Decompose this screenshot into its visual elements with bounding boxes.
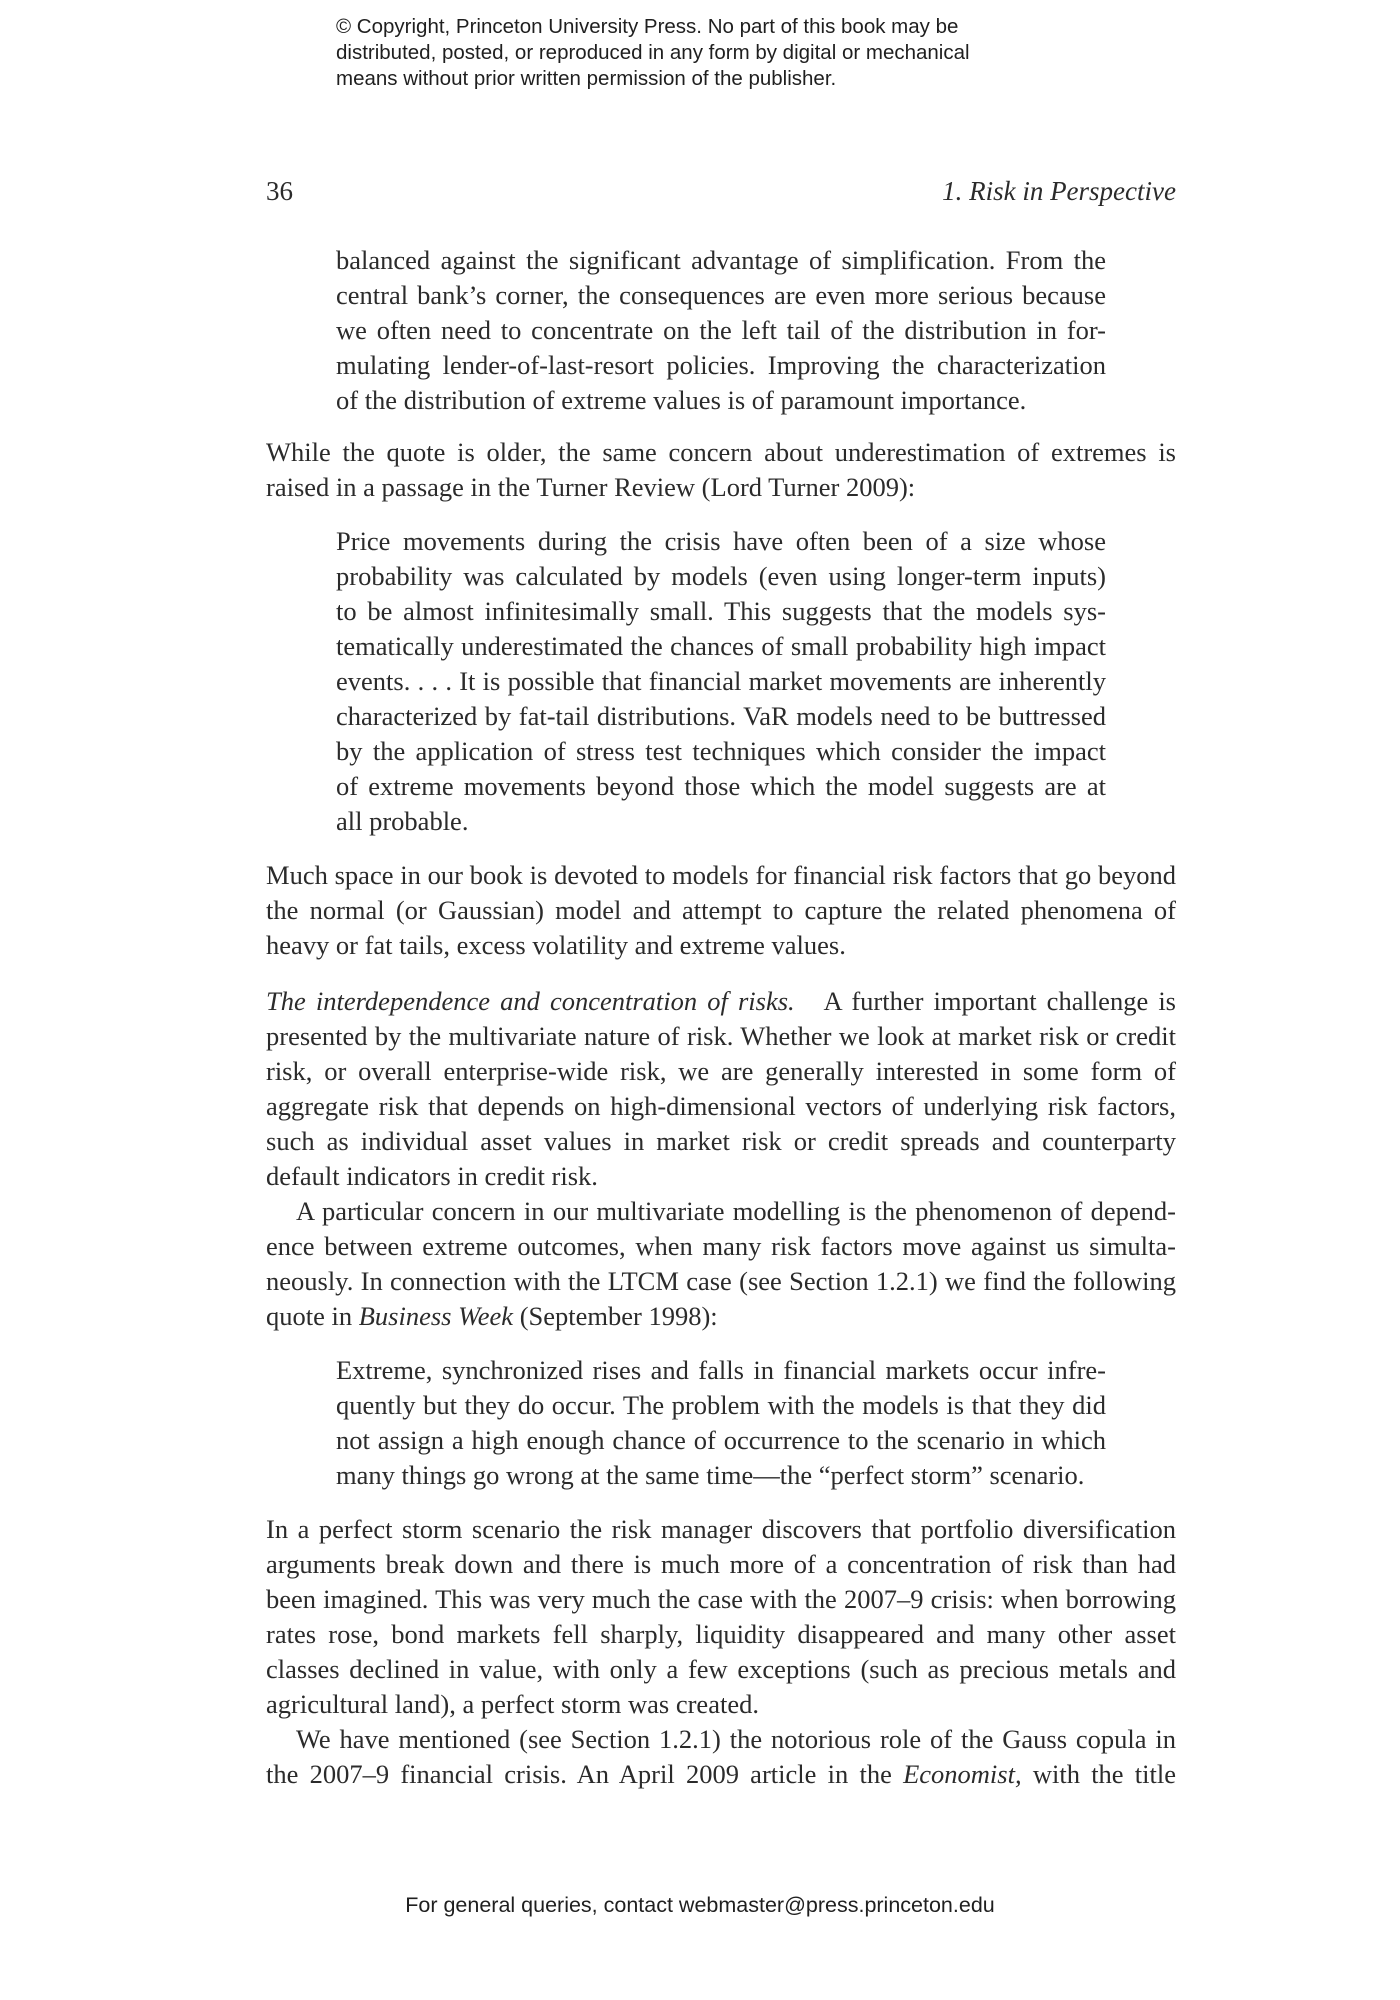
paragraph-line: aggregate risk that depends on high-dimensional vectors of underlying risk factors,: [266, 1091, 1176, 1121]
publication-title: Business Week: [358, 1301, 514, 1331]
paragraph-line: arguments break down and there is much more of a concentration of risk than had: [266, 1549, 1176, 1579]
paragraph-text: with the title: [1032, 1759, 1177, 1789]
quote-line: characterized by fat-tail distributions. VaR models need to be buttressed: [336, 701, 1106, 731]
quote-line: all probable.: [336, 806, 469, 836]
paragraph-line: heavy or fat tails, excess volatility and extreme values.: [266, 930, 846, 960]
quote-line: tematically underestimated the chances of small probability high impact: [336, 631, 1106, 661]
paragraph-line: neously. In connection with the LTCM case (see Section 1.2.1) we find the following: [266, 1266, 1176, 1296]
quote-line: quently but they do occur. The problem with the models is that they did: [336, 1390, 1106, 1420]
paragraph-text: quote in: [266, 1301, 353, 1331]
page-number: 36: [266, 176, 293, 206]
paragraph-line: rates rose, bond markets fell sharply, liquidity disappeared and many other asset: [266, 1619, 1176, 1649]
paragraph-line: [266, 1757, 1176, 1792]
quote-line: events. . . . It is possible that financial market movements are inherently: [336, 666, 1106, 696]
section-run-in-heading: The interdependence and concentration of risks.: [266, 986, 795, 1016]
quote-line: we often need to concentrate on the left tail of the distribution in for-: [336, 315, 1106, 345]
quote-line: mulating lender-of-last-resort policies. Improving the characterization: [336, 350, 1106, 380]
copyright-line: distributed, posted, or reproduced in any form by digital or mechanical: [336, 41, 970, 64]
quote-line: Extreme, synchronized rises and falls in financial markets occur infre-: [336, 1355, 1106, 1385]
paragraph-line: In a perfect storm scenario the risk manager discovers that portfolio diversification: [266, 1514, 1176, 1544]
paragraph-line: risk, or overall enterprise-wide risk, we are generally interested in some form of: [266, 1056, 1176, 1086]
quote-line: central bank’s corner, the consequences are even more serious because: [336, 280, 1106, 310]
quote-line: to be almost infinitesimally small. This suggests that the models sys-: [336, 596, 1106, 626]
paragraph-line: While the quote is older, the same concern about underestimation of extremes is: [266, 437, 1176, 467]
quote-line: Price movements during the crisis have often been of a size whose: [336, 526, 1106, 556]
paragraph-line: classes declined in value, with only a few exceptions (such as precious metals and: [266, 1654, 1176, 1684]
paragraph-line: raised in a passage in the Turner Review (Lord Turner 2009):: [266, 472, 916, 502]
paragraph-line: A particular concern in our multivariate modelling is the phenomenon of depend-: [296, 1196, 1176, 1226]
copyright-line: © Copyright, Princeton University Press. No part of this book may be: [336, 15, 959, 38]
paragraph-line: [266, 1299, 1176, 1334]
quote-line: many things go wrong at the same time—the “perfect storm” scenario.: [336, 1460, 1085, 1490]
quote-line: of extreme movements beyond those which the model suggests are at: [336, 771, 1106, 801]
copyright-notice: [336, 14, 1096, 92]
quote-line: of the distribution of extreme values is of paramount importance.: [336, 385, 1027, 415]
copyright-line: means without prior written permission of the publisher.: [336, 67, 837, 90]
quote-line: balanced against the significant advantage of simplification. From the: [336, 245, 1106, 275]
paragraph-line: default indicators in credit risk.: [266, 1161, 598, 1191]
quote-line: by the application of stress test techniques which consider the impact: [336, 736, 1106, 766]
paragraph-line: such as individual asset values in market risk or credit spreads and counterparty: [266, 1126, 1176, 1156]
paragraph-line: Much space in our book is devoted to models for financial risk factors that go beyond: [266, 860, 1176, 890]
paragraph-line: presented by the multivariate nature of risk. Whether we look at market risk or credit: [266, 1021, 1176, 1051]
paragraph-text: A further important challenge is: [823, 986, 1176, 1016]
paragraph-text: the 2007–9 financial crisis. An April 2009 article in the: [266, 1759, 892, 1789]
footer-contact: For general queries, contact webmaster@press.princeton.edu: [405, 1893, 995, 1917]
paragraph-line: the normal (or Gaussian) model and attempt to capture the related phenomena of: [266, 895, 1176, 925]
publication-title: Economist,: [903, 1759, 1022, 1789]
quote-line: probability was calculated by models (even using longer-term inputs): [336, 561, 1106, 591]
paragraph-line: We have mentioned (see Section 1.2.1) the notorious role of the Gauss copula in: [296, 1724, 1176, 1754]
paragraph-line: [266, 984, 1176, 1019]
paragraph-line: agricultural land), a perfect storm was created.: [266, 1689, 759, 1719]
quote-line: not assign a high enough chance of occurrence to the scenario in which: [336, 1425, 1106, 1455]
paragraph-line: been imagined. This was very much the case with the 2007–9 crisis: when borrowing: [266, 1584, 1176, 1614]
paragraph-text: (September 1998):: [519, 1301, 718, 1331]
chapter-title: 1. Risk in Perspective: [942, 176, 1176, 206]
paragraph-line: ence between extreme outcomes, when many risk factors move against us simulta-: [266, 1231, 1176, 1261]
